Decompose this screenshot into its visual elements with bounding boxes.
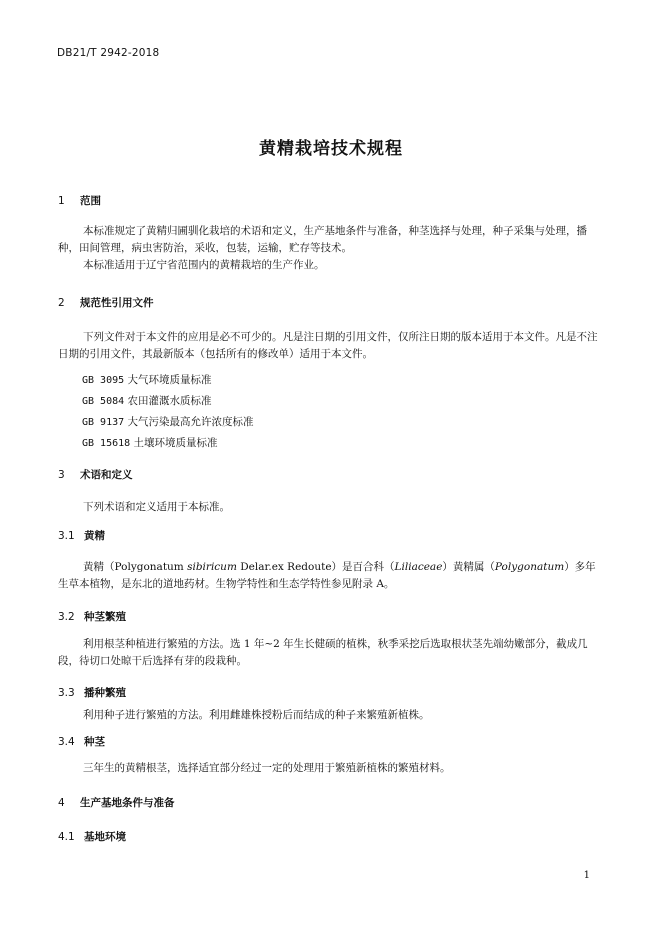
paragraph (58, 559, 603, 593)
section-3-body (58, 499, 603, 516)
text-run: 黄精（Polygonatum (83, 561, 188, 573)
section-2-body (58, 329, 603, 363)
paragraph: 利用种子进行繁殖的方法。利用雌雄株授粉后而结成的种子来繁殖新植株。 (83, 709, 430, 721)
text-run: Delar.ex Redoute）是百合科（ (236, 561, 395, 573)
reference-name: 大气环境质量标准 (127, 374, 212, 386)
reference-item (82, 372, 212, 387)
section-title: 种茎繁殖 (84, 611, 126, 623)
section-4-heading (58, 795, 175, 810)
latin-species: sibiricum (187, 561, 237, 573)
reference-code: GB 5084 (82, 396, 125, 407)
section-title: 术语和定义 (80, 469, 133, 481)
section-title: 范围 (80, 195, 101, 207)
section-3-heading (58, 467, 133, 482)
section-number: 2 (58, 297, 65, 309)
paragraph: 本标准规定了黄精归圃驯化栽培的术语和定义，生产基地条件与准备，种茎选择与处理，种子采集与处理，播种，田间管理，病虫害防治，采收，包装，运输，贮存等技术。 (58, 225, 587, 254)
section-3-4-heading (58, 734, 105, 749)
paragraph: 三年生的黄精根茎，选择适宜部分经过一定的处理用于繁殖新植株的繁殖材料。 (83, 762, 451, 774)
page-number: 1 (583, 870, 590, 881)
paragraph: 本标准适用于辽宁省范围内的黄精栽培的生产作业。 (83, 259, 325, 271)
latin-family: Liliaceae (394, 561, 443, 573)
section-3-3-heading (58, 685, 126, 700)
paragraph: 下列术语和定义适用于本标准。 (83, 501, 230, 513)
reference-item (82, 414, 254, 429)
reference-name: 大气污染最高允许浓度标准 (127, 416, 254, 428)
section-number: 3 (58, 469, 65, 481)
section-number: 3.4 (58, 736, 75, 748)
section-number: 3.1 (58, 530, 75, 542)
section-4-1-heading (58, 829, 126, 844)
section-number: 4 (58, 797, 65, 809)
section-title: 规范性引用文件 (80, 297, 154, 309)
section-1-heading (58, 193, 101, 208)
reference-name: 土壤环境质量标准 (133, 437, 218, 449)
section-3-1-body (58, 559, 603, 593)
paragraph: 利用根茎种植进行繁殖的方法。选 1 年~2 年生长健硕的植株，秋季采挖后选取根状茎先端幼嫩部分，截成几段，待切口处晾干后选择有芽的段栽种。 (58, 638, 588, 667)
latin-genus: Polygonatum (494, 561, 565, 573)
section-3-3-body (58, 707, 603, 724)
text-run: ）多年生草本植物，是东北的道地药材。生物学特性和生态学特性参见附录 A。 (58, 561, 596, 590)
standard-number: DB21/T 2942-2018 (57, 47, 160, 59)
reference-name: 农田灌溉水质标准 (127, 395, 212, 407)
section-3-2-body (58, 636, 603, 670)
section-number: 3.2 (58, 611, 75, 623)
section-title: 播种繁殖 (84, 687, 126, 699)
section-number: 1 (58, 195, 65, 207)
section-title: 基地环境 (84, 831, 126, 843)
document-title: 黄精栽培技术规程 (259, 139, 403, 159)
reference-code: GB 9137 (82, 417, 125, 428)
text-run: ）黄精属（ (442, 561, 495, 573)
section-1-body (58, 223, 603, 274)
section-2-heading (58, 295, 154, 310)
paragraph: 下列文件对于本文件的应用是必不可少的。凡是注日期的引用文件，仅所注日期的版本适用于本文件。凡是不注日期的引用文件，其最新版本（包括所有的修改单）适用于本文件。 (58, 331, 598, 360)
reference-code: GB 3095 (82, 375, 125, 386)
section-3-4-body (58, 760, 603, 777)
reference-code: GB 15618 (82, 438, 131, 449)
reference-item (82, 393, 212, 408)
section-3-1-heading (58, 528, 105, 543)
section-number: 3.3 (58, 687, 75, 699)
section-number: 4.1 (58, 831, 75, 843)
section-title: 生产基地条件与准备 (80, 797, 175, 809)
section-3-2-heading (58, 609, 126, 624)
section-title: 种茎 (84, 736, 105, 748)
reference-item (82, 435, 218, 450)
section-title: 黄精 (84, 530, 105, 542)
